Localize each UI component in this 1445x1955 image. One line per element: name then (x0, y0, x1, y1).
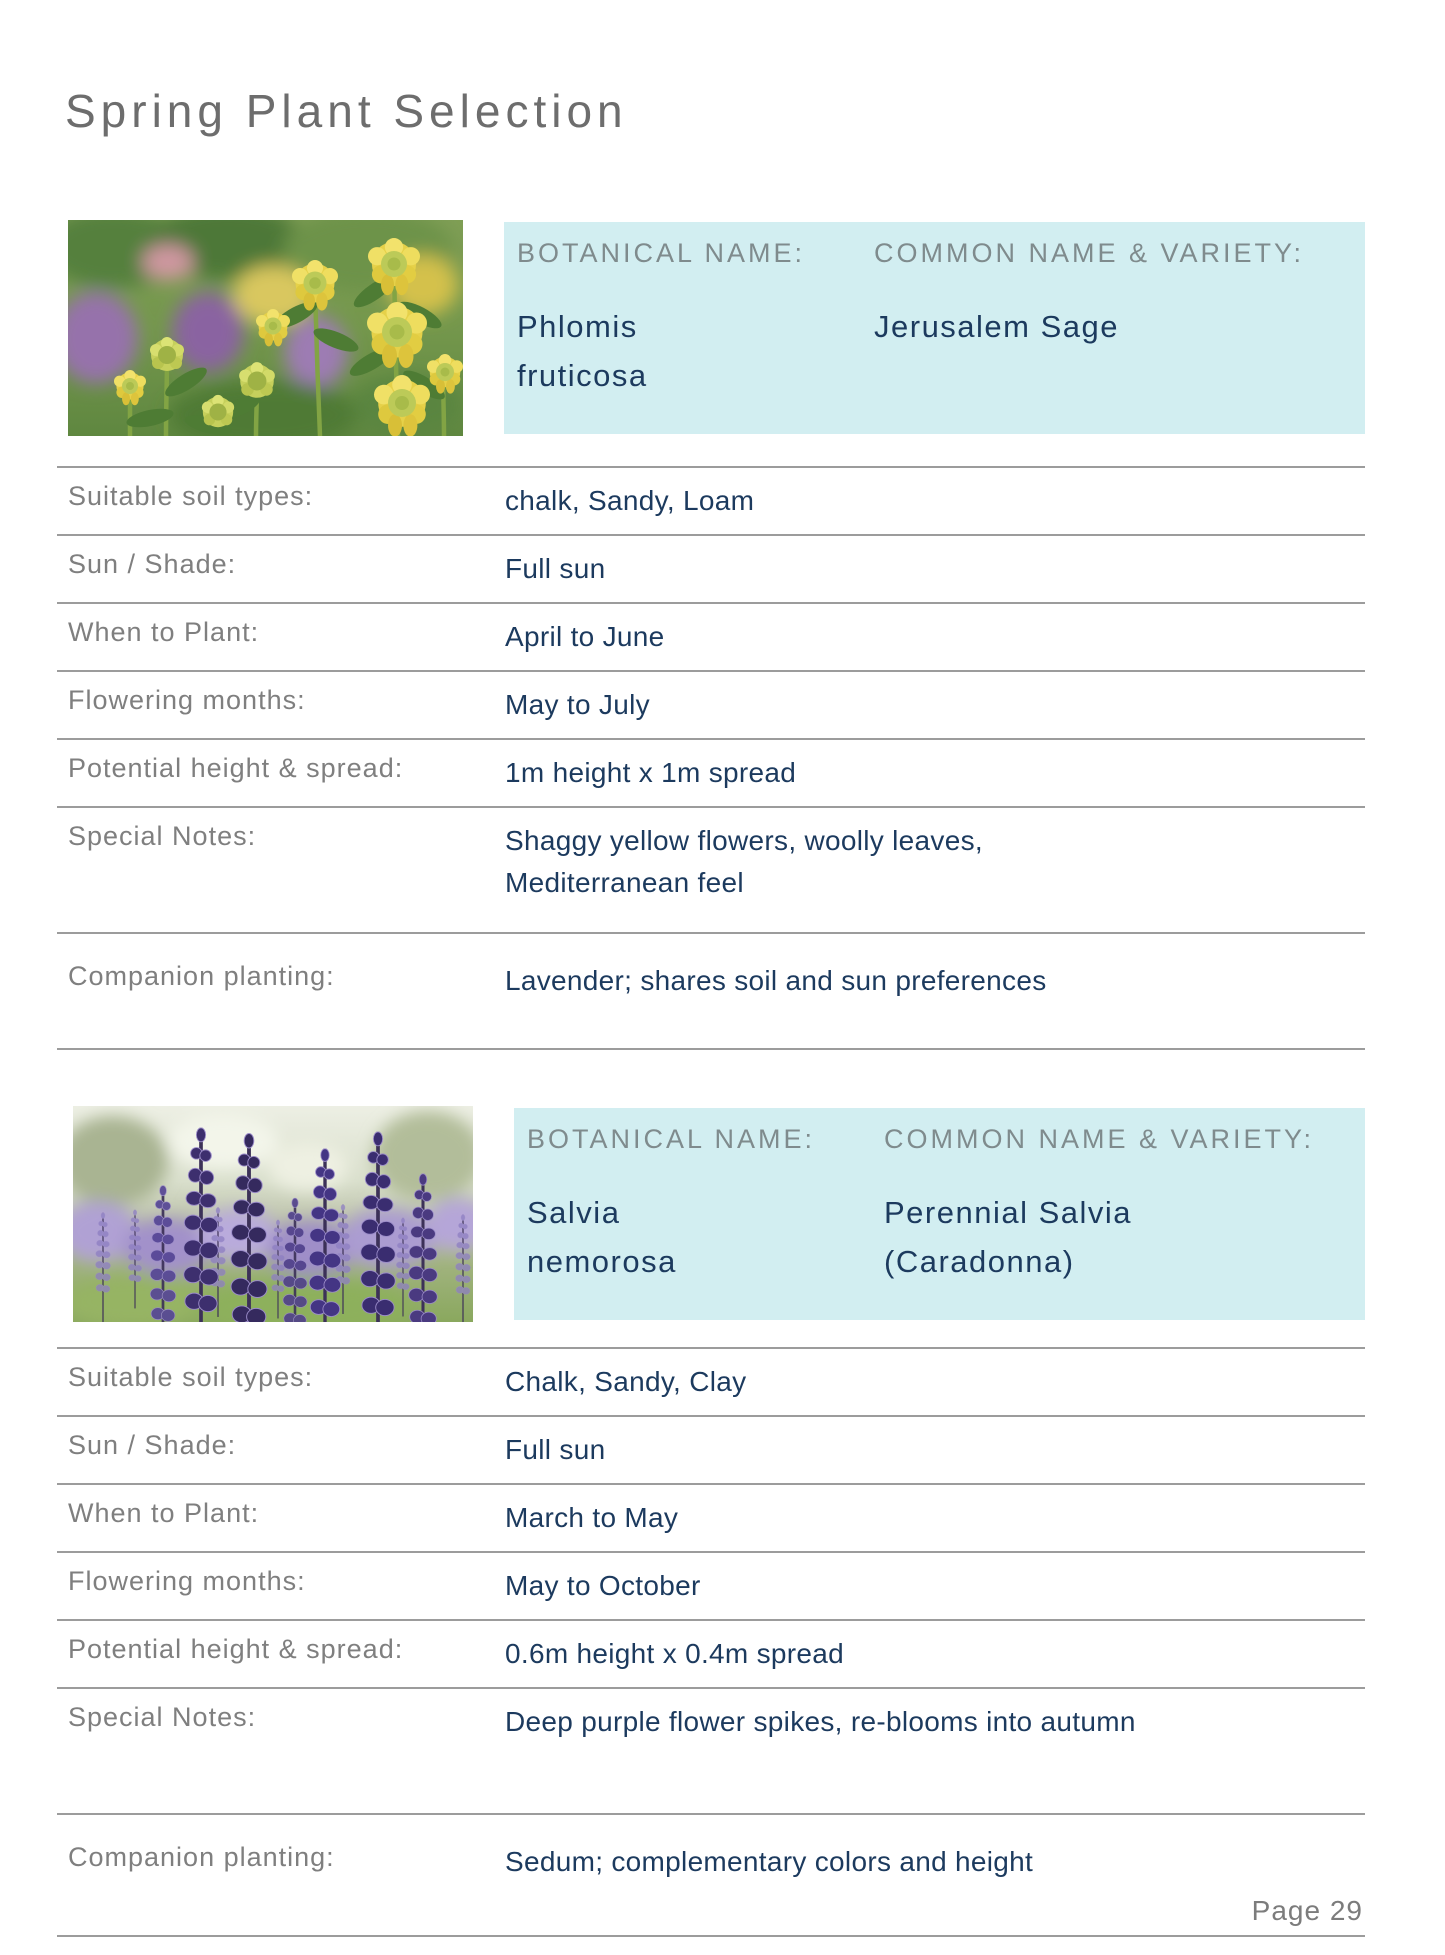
planner-page (57, 84, 1365, 1937)
salvia-photo-illustration (73, 1106, 473, 1322)
row-sun-shade (57, 1415, 1365, 1483)
plant-name-banner (514, 1108, 1365, 1320)
row-special-notes (57, 806, 1365, 932)
common-name-value: Perennial Salvia (Caradonna) (884, 1195, 1133, 1279)
row-label: Suitable soil types: (68, 1362, 314, 1392)
row-value: Deep purple flower spikes, re-blooms into autumn (505, 1706, 1136, 1737)
row-when-to-plant (57, 1483, 1365, 1551)
row-height-spread (57, 738, 1365, 806)
row-value: 1m height x 1m spread (505, 757, 797, 788)
plant-detail-table (57, 466, 1365, 1050)
row-flowering-months (57, 670, 1365, 738)
row-companion-planting (57, 1813, 1365, 1893)
row-label: Special Notes: (68, 1702, 257, 1732)
row-value: Shaggy yellow flowers, woolly leaves, Mediterranean feel (505, 825, 983, 898)
plant-card-phlomis (57, 220, 1365, 1050)
row-sun-shade (57, 534, 1365, 602)
row-value: Full sun (505, 1434, 606, 1465)
common-name-label: COMMON NAME & VARIETY: (884, 1124, 1315, 1154)
row-companion-planting (57, 932, 1365, 1048)
row-value: Full sun (505, 553, 606, 584)
page-number: Page 29 (1251, 1895, 1363, 1926)
botanical-name-value: Salvia nemorosa (527, 1195, 677, 1279)
row-label: Companion planting: (68, 961, 335, 991)
row-label: Flowering months: (68, 1566, 306, 1596)
salvia-photo (73, 1106, 473, 1322)
row-soil-types (57, 466, 1365, 534)
botanical-name-label: BOTANICAL NAME: (527, 1124, 816, 1154)
row-value: Sedum; complementary colors and height (505, 1846, 1034, 1877)
row-label: Special Notes: (68, 821, 257, 851)
botanical-name-value: Phlomis fruticosa (517, 309, 648, 393)
row-label: Sun / Shade: (68, 1430, 237, 1460)
plant-header-row (57, 1106, 1365, 1322)
common-name-label: COMMON NAME & VARIETY: (874, 238, 1305, 268)
row-value: April to June (505, 621, 665, 652)
row-label: Potential height & spread: (68, 1634, 404, 1664)
row-value: 0.6m height x 0.4m spread (505, 1638, 845, 1669)
row-value: March to May (505, 1502, 679, 1533)
row-value: May to October (505, 1570, 701, 1601)
row-value: May to July (505, 689, 650, 720)
page-title: Spring Plant Selection (65, 85, 628, 137)
row-value: Chalk, Sandy, Clay (505, 1366, 747, 1397)
plant-name-banner (504, 222, 1365, 434)
phlomis-photo (68, 220, 463, 436)
row-label: When to Plant: (68, 617, 260, 647)
row-height-spread (57, 1619, 1365, 1687)
row-label: Potential height & spread: (68, 753, 404, 783)
row-label: Flowering months: (68, 685, 306, 715)
plant-card-salvia (57, 1106, 1365, 1937)
row-label: Suitable soil types: (68, 481, 314, 511)
page-footer (57, 1893, 1365, 1937)
row-special-notes (57, 1687, 1365, 1813)
botanical-name-label: BOTANICAL NAME: (517, 238, 806, 268)
row-label: Companion planting: (68, 1842, 335, 1872)
row-value: chalk, Sandy, Loam (505, 485, 755, 516)
row-when-to-plant (57, 602, 1365, 670)
plant-detail-table (57, 1347, 1365, 1893)
phlomis-photo-illustration (68, 220, 463, 436)
common-name-value: Jerusalem Sage (874, 309, 1120, 344)
row-label: Sun / Shade: (68, 549, 237, 579)
row-label: When to Plant: (68, 1498, 260, 1528)
plant-header-row (57, 220, 1365, 436)
row-flowering-months (57, 1551, 1365, 1619)
row-value: Lavender; shares soil and sun preferences (505, 965, 1047, 996)
row-soil-types (57, 1347, 1365, 1415)
